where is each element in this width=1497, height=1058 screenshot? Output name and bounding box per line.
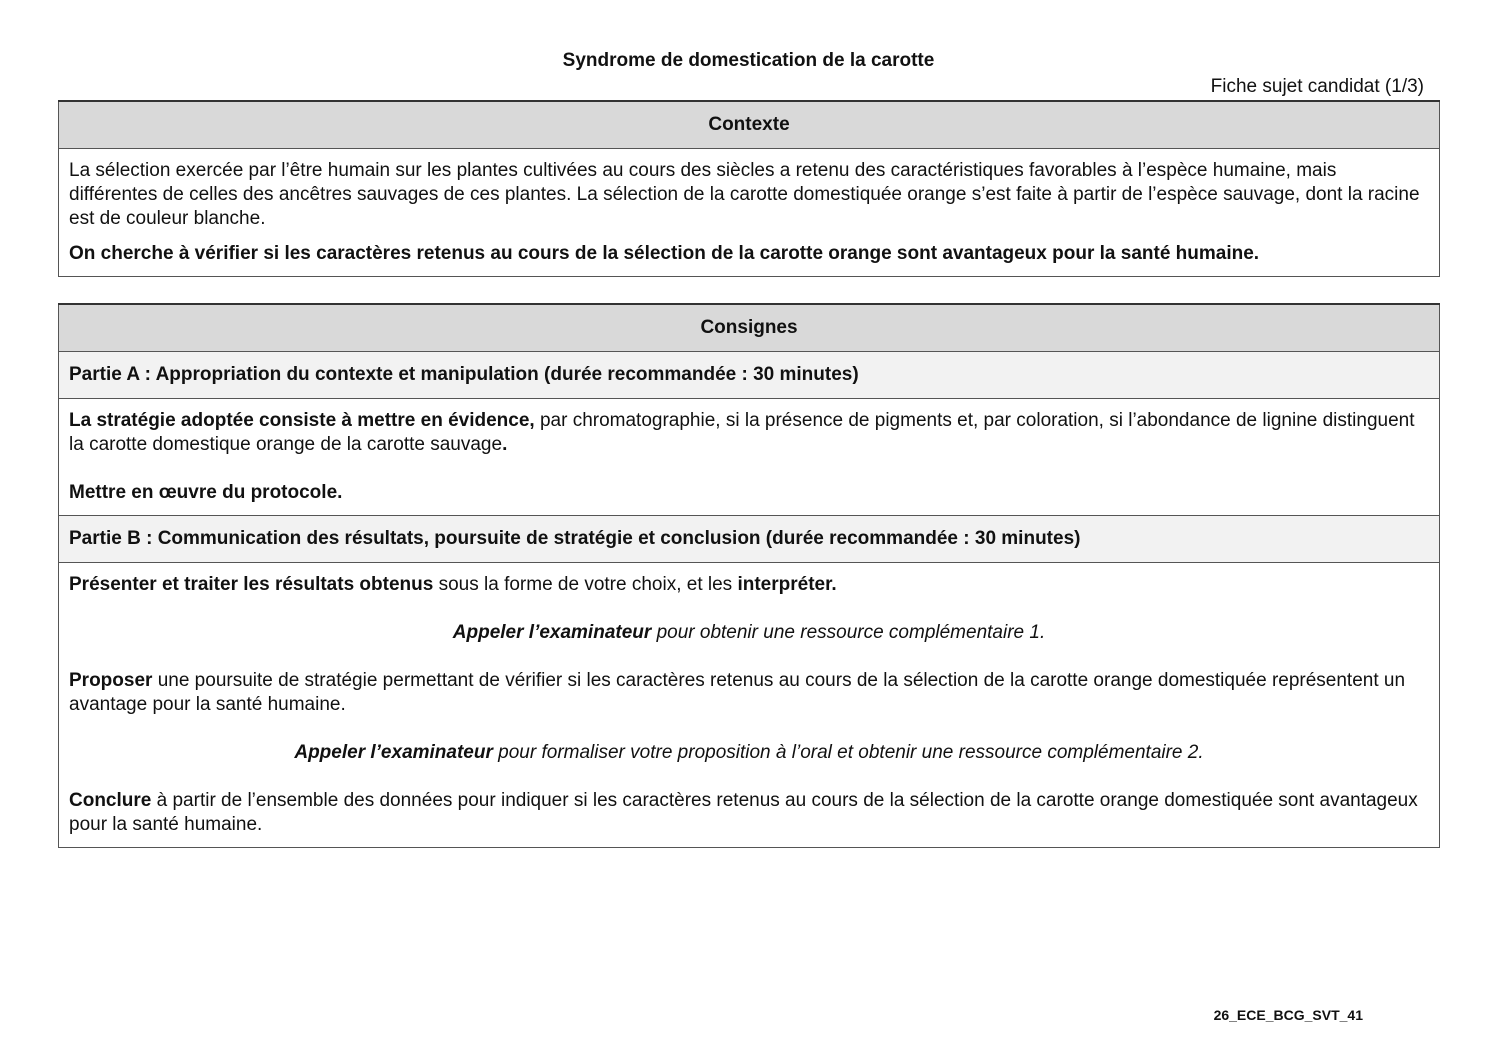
propose-text: une poursuite de stratégie permettant de vérifier si les caractères retenus au cours de la sélection de la carotte orange domestiquée représentent un avantage pour la santé humaine. [69, 670, 1406, 715]
sheet-label: Fiche sujet candidat (1/3) [1210, 76, 1424, 97]
partie-a-body [59, 399, 1440, 516]
partie-b-conclude [69, 789, 1429, 837]
partie-b-present [69, 573, 1429, 597]
call1-text: pour obtenir une ressource complémentaire 1. [651, 622, 1046, 643]
contexte-table [58, 100, 1440, 277]
partie-a-title: Partie A : Appropriation du contexte et manipulation (durée recommandée : 30 minutes) [59, 352, 1440, 399]
consignes-heading: Consignes [59, 304, 1440, 352]
partie-b-call-2 [69, 741, 1429, 765]
propose-bold: Proposer [69, 670, 153, 691]
contexte-heading: Contexte [59, 101, 1440, 149]
contexte-paragraph: La sélection exercée par l’être humain sur les plantes cultivées au cours des siècles a retenu des caractéristiques favorables à l’espèce humaine, mais différentes de celles des ancêtres sauvages de ces plantes. La sélection de la carotte domestiquée orange s’est faite à partir de l’espèce sauvage, dont la racine est de couleur blanche. [69, 160, 1420, 229]
call2-bold: Appeler l’examinateur [294, 742, 493, 763]
present-bold-2: interpréter. [737, 574, 837, 595]
present-text: sous la forme de votre choix, et les [433, 574, 738, 595]
strategy-bold: La stratégie adoptée consiste à mettre en évidence, [69, 410, 535, 431]
conclude-text: à partir de l’ensemble des données pour indiquer si les caractères retenus au cours de la sélection de la carotte orange domestiquée sont avantageux pour la santé humaine. [69, 790, 1418, 835]
partie-b-propose [69, 669, 1429, 717]
document-title: Syndrome de domestication de la carotte [562, 50, 935, 71]
strategy-end: . [502, 434, 508, 455]
contexte-question: On cherche à vérifier si les caractères retenus au cours de la sélection de la carotte orange sont avantageux pour la santé humaine. [69, 243, 1260, 264]
call2-text: pour formaliser votre proposition à l’oral et obtenir une ressource complémentaire 2. [492, 742, 1204, 763]
document-code: 26_ECE_BCG_SVT_41 [1213, 1007, 1363, 1023]
consignes-table [58, 303, 1440, 848]
contexte-body [59, 149, 1440, 277]
partie-a-strategy [69, 409, 1429, 457]
partie-b-call-1 [69, 621, 1429, 645]
call1-bold: Appeler l’examinateur [452, 622, 652, 643]
partie-a-protocol: Mettre en œuvre du protocole. [69, 482, 343, 503]
partie-b-body [59, 563, 1440, 848]
conclude-bold: Conclure [69, 790, 152, 811]
strategy-text: par chromatographie, si la présence de pigments et, par coloration, si l’abondance de lignine distinguent la carotte domestique orange de la carotte sauvage [69, 410, 1415, 455]
partie-b-title: Partie B : Communication des résultats, poursuite de stratégie et conclusion (durée recommandée : 30 minutes) [59, 516, 1440, 563]
present-bold: Présenter et traiter les résultats obtenus [69, 574, 434, 595]
